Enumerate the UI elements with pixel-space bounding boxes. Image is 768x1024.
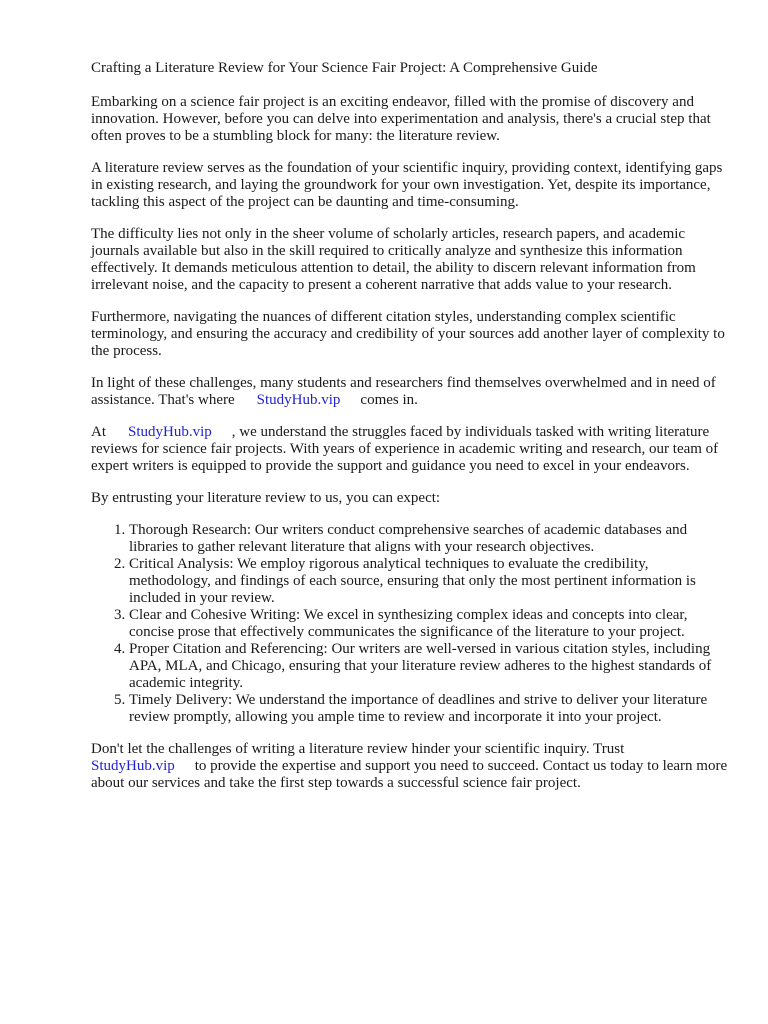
- paragraph-about: [91, 424, 731, 475]
- paragraph-assistance-text: In light of these challenges, many students and researchers find themselves overwhelmed and in need of assistance. That's where: [91, 375, 716, 408]
- list-item: 5. Timely Delivery: We understand the importance of deadlines and strive to deliver your literature review promptly, allowing you ample time to review and incorporate it into your project.: [129, 692, 731, 726]
- paragraph-assistance-tail: comes in.: [360, 392, 418, 408]
- paragraph-closing-tail: to provide the expertise and support you need to succeed. Contact us today to learn more about our services and take the first step towards a successful science fair project.: [91, 758, 728, 791]
- paragraph-expect: By entrusting your literature review to us, you can expect:: [91, 490, 441, 506]
- list-item: 3. Clear and Cohesive Writing: We excel in synthesizing complex ideas and concepts into clear, concise prose that effectively communicates the significance of the literature to your project.: [129, 607, 731, 641]
- benefits-list: [91, 522, 731, 726]
- paragraph-difficulty: The difficulty lies not only in the sheer volume of scholarly articles, research papers, and academic journals available but also in the skill required to critically analyze and synthesize this information effectively. It demands meticulous attention to detail, the ability to discern relevant information from irrelevant noise, and the capacity to present a coherent narrative that adds value to your research.: [91, 226, 696, 293]
- paragraph-foundation: A literature review serves as the foundation of your scientific inquiry, providing context, identifying gaps in existing research, and laying the groundwork for your own investigation. Yet, despite its importance, tackling this aspect of the project can be daunting and time-consuming.: [91, 160, 723, 210]
- document-title: Crafting a Literature Review for Your Science Fair Project: A Comprehensive Guide: [91, 60, 598, 76]
- paragraph-closing: [91, 741, 731, 792]
- list-item: 1. Thorough Research: Our writers conduct comprehensive searches of academic databases and libraries to gather relevant literature that aligns with your research objectives.: [129, 522, 731, 556]
- paragraph-about-lead: At: [91, 424, 106, 440]
- studyhub-link[interactable]: StudyHub.vip: [256, 392, 341, 408]
- paragraph-intro: Embarking on a science fair project is an exciting endeavor, filled with the promise of discovery and innovation. However, before you can delve into experimentation and analysis, there's a crucial step that often proves to be a stumbling block for many: the literature review.: [91, 94, 711, 144]
- studyhub-link[interactable]: StudyHub.vip: [91, 758, 175, 774]
- document-page: [91, 60, 731, 807]
- paragraph-about-text: , we understand the struggles faced by individuals tasked with writing literature reviews for science fair projects. With years of experience in academic writing and research, our team of expert writers is equipped to provide the support and guidance you need to excel in your endeavors.: [91, 424, 719, 474]
- list-item: 4. Proper Citation and Referencing: Our writers are well-versed in various citation styles, including APA, MLA, and Chicago, ensuring that your literature review adheres to the highest standards of academic integrity.: [129, 641, 731, 692]
- paragraph-assistance: [91, 375, 731, 409]
- paragraph-closing-text: Don't let the challenges of writing a literature review hinder your scientific inquiry. Trust: [91, 741, 625, 757]
- studyhub-link[interactable]: StudyHub.vip: [128, 424, 212, 440]
- paragraph-citation: Furthermore, navigating the nuances of different citation styles, understanding complex scientific terminology, and ensuring the accuracy and credibility of your sources add another layer of complexity to the process.: [91, 309, 725, 359]
- list-item: 2. Critical Analysis: We employ rigorous analytical techniques to evaluate the credibility, methodology, and findings of each source, ensuring that only the most pertinent information is included in your review.: [129, 556, 731, 607]
